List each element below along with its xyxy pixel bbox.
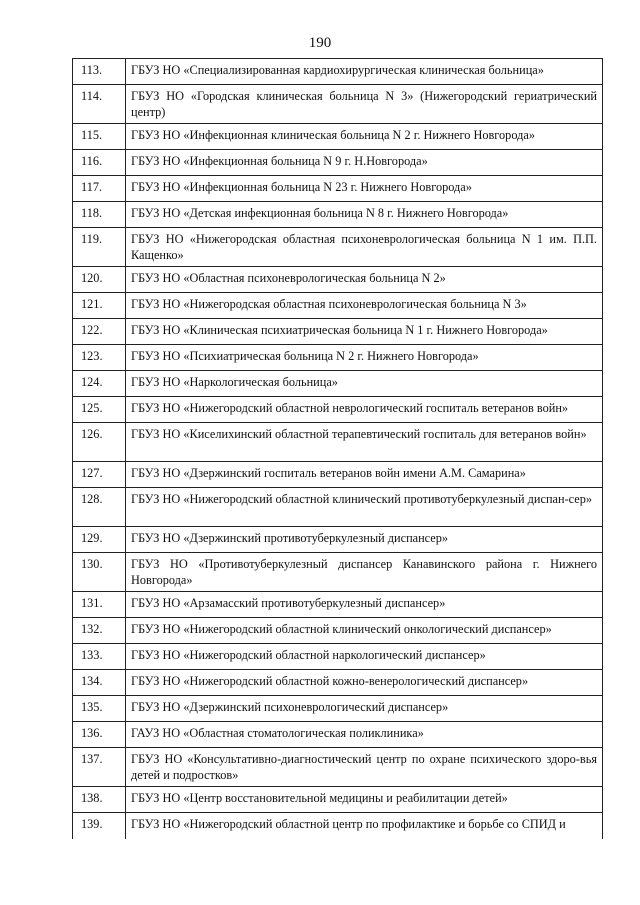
row-number: 123. <box>73 345 126 371</box>
table-row <box>73 527 603 553</box>
row-number: 129. <box>73 527 126 553</box>
institution-name: ГБУЗ НО «Наркологическая больница» <box>126 371 603 397</box>
institution-name: ГБУЗ НО «Нижегородский областной клинический противотуберкулезный диспан-сер» <box>126 488 603 527</box>
institution-name: ГБУЗ НО «Нижегородский областной клинический онкологический диспансер» <box>126 618 603 644</box>
row-number: 119. <box>73 228 126 267</box>
institution-name: ГБУЗ НО «Центр восстановительной медицины и реабилитации детей» <box>126 787 603 813</box>
table-row <box>73 670 603 696</box>
table-row <box>73 644 603 670</box>
row-number: 139. <box>73 813 126 839</box>
institution-name: ГБУЗ НО «Нижегородский областной наркологический диспансер» <box>126 644 603 670</box>
table-row <box>73 696 603 722</box>
institution-name: ГБУЗ НО «Противотуберкулезный диспансер Канавинского района г. Нижнего Новгорода» <box>126 553 603 592</box>
institution-name: ГБУЗ НО «Киселихинский областной терапевтический госпиталь для ветеранов войн» <box>126 423 603 462</box>
table-row <box>73 553 603 592</box>
table-row <box>73 228 603 267</box>
row-number: 115. <box>73 124 126 150</box>
institution-name: ГБУЗ НО «Арзамасский противотуберкулезный диспансер» <box>126 592 603 618</box>
institution-name: ГБУЗ НО «Дзержинский противотуберкулезный диспансер» <box>126 527 603 553</box>
table-row <box>73 462 603 488</box>
table-row <box>73 345 603 371</box>
row-number: 128. <box>73 488 126 527</box>
institution-name: ГБУЗ НО «Нижегородский областной центр по профилактике и борьбе со СПИД и <box>126 813 603 839</box>
row-number: 130. <box>73 553 126 592</box>
institution-name: ГБУЗ НО «Нижегородская областная психоневрологическая больница N 3» <box>126 293 603 319</box>
row-number: 131. <box>73 592 126 618</box>
page-number: 190 <box>308 35 332 51</box>
institution-name: ГБУЗ НО «Инфекционная клиническая больница N 2 г. Нижнего Новгорода» <box>126 124 603 150</box>
institution-name: ГАУЗ НО «Областная стоматологическая поликлиника» <box>126 722 603 748</box>
row-number: 133. <box>73 644 126 670</box>
row-number: 134. <box>73 670 126 696</box>
institution-name: ГБУЗ НО «Клиническая психиатрическая больница N 1 г. Нижнего Новгорода» <box>126 319 603 345</box>
row-number: 120. <box>73 267 126 293</box>
table-row <box>73 592 603 618</box>
table-row <box>73 176 603 202</box>
institution-name: ГБУЗ НО «Дзержинский психоневрологический диспансер» <box>126 696 603 722</box>
table-row <box>73 85 603 124</box>
row-number: 124. <box>73 371 126 397</box>
row-number: 136. <box>73 722 126 748</box>
table-row <box>73 722 603 748</box>
institution-name: ГБУЗ НО «Городская клиническая больница N 3» (Нижегородский гериатрический центр) <box>126 85 603 124</box>
table-row <box>73 787 603 813</box>
table-row <box>73 371 603 397</box>
row-number: 125. <box>73 397 126 423</box>
row-number: 132. <box>73 618 126 644</box>
table-row <box>73 488 603 527</box>
institution-name: ГБУЗ НО «Детская инфекционная больница N 8 г. Нижнего Новгорода» <box>126 202 603 228</box>
row-number: 126. <box>73 423 126 462</box>
row-number: 121. <box>73 293 126 319</box>
institution-name: ГБУЗ НО «Инфекционная больница N 9 г. Н.Новгорода» <box>126 150 603 176</box>
institution-name: ГБУЗ НО «Специализированная кардиохирургическая клиническая больница» <box>126 59 603 85</box>
institution-name: ГБУЗ НО «Консультативно-диагностический центр по охране психического здоро-вья детей и подростков» <box>126 748 603 787</box>
table-row <box>73 319 603 345</box>
table-row <box>73 267 603 293</box>
row-number: 116. <box>73 150 126 176</box>
institution-name: ГБУЗ НО «Психиатрическая больница N 2 г. Нижнего Новгорода» <box>126 345 603 371</box>
row-number: 117. <box>73 176 126 202</box>
institution-name: ГБУЗ НО «Областная психоневрологическая больница N 2» <box>126 267 603 293</box>
institution-name: ГБУЗ НО «Нижегородский областной неврологический госпиталь ветеранов войн» <box>126 397 603 423</box>
row-number: 137. <box>73 748 126 787</box>
row-number: 113. <box>73 59 126 85</box>
institution-name: ГБУЗ НО «Инфекционная больница N 23 г. Нижнего Новгорода» <box>126 176 603 202</box>
row-number: 122. <box>73 319 126 345</box>
table-row <box>73 813 603 839</box>
table-row <box>73 150 603 176</box>
institutions-table <box>72 58 603 839</box>
row-number: 118. <box>73 202 126 228</box>
institution-name: ГБУЗ НО «Нижегородская областная психоневрологическая больница N 1 им. П.П. Кащенко» <box>126 228 603 267</box>
institution-name: ГБУЗ НО «Дзержинский госпиталь ветеранов войн имени А.М. Самарина» <box>126 462 603 488</box>
row-number: 127. <box>73 462 126 488</box>
table-row <box>73 423 603 462</box>
table-row <box>73 293 603 319</box>
table-row <box>73 124 603 150</box>
table-row <box>73 202 603 228</box>
institution-name: ГБУЗ НО «Нижегородский областной кожно-венерологический диспансер» <box>126 670 603 696</box>
table-row <box>73 59 603 85</box>
row-number: 114. <box>73 85 126 124</box>
table-row <box>73 618 603 644</box>
row-number: 135. <box>73 696 126 722</box>
table-row <box>73 748 603 787</box>
row-number: 138. <box>73 787 126 813</box>
institutions-table-body <box>73 59 603 839</box>
table-row <box>73 397 603 423</box>
